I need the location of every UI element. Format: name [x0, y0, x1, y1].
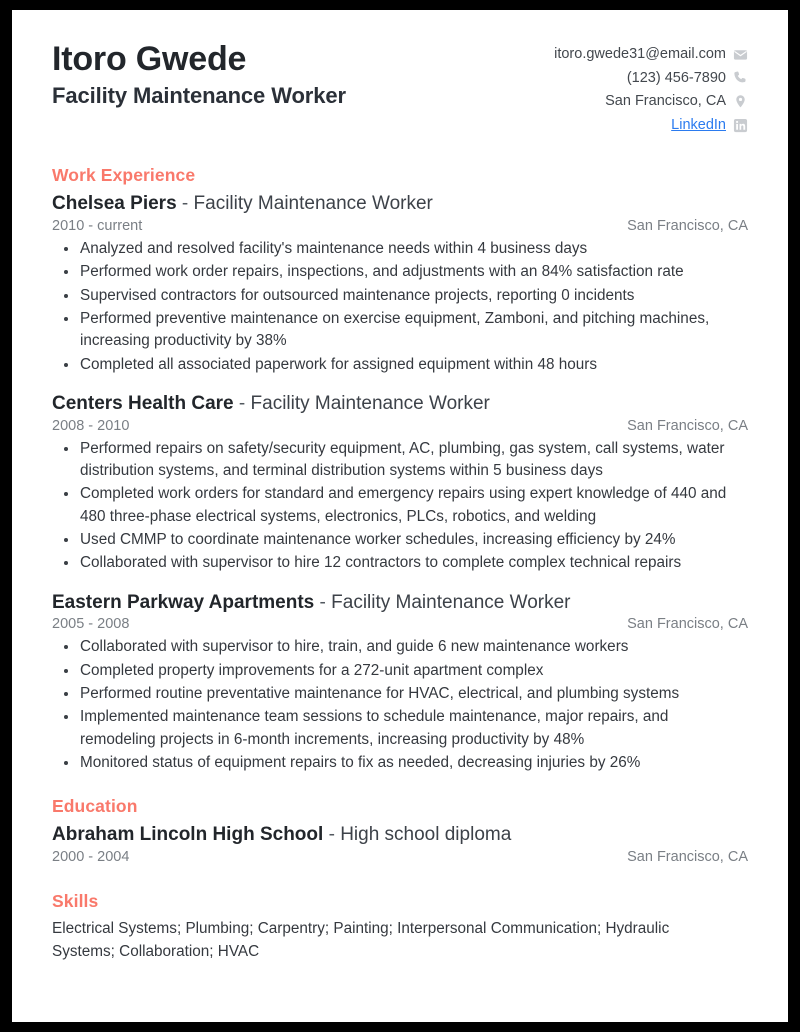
bullet-item: Collaborated with supervisor to hire, train, and guide 6 new maintenance workers	[52, 636, 748, 658]
map-pin-icon	[733, 94, 748, 109]
entry-dates: 2000 - 2004	[52, 848, 130, 865]
entry-separator: -	[319, 591, 326, 613]
entry-dates: 2005 - 2008	[52, 616, 130, 633]
bullet-item: Monitored status of equipment repairs to fix as needed, decreasing injuries by 26%	[52, 752, 748, 774]
experience-entry	[52, 192, 748, 376]
page-title: Itoro Gwede	[52, 40, 247, 78]
bullet-item: Completed all associated paperwork for assigned equipment within 48 hours	[52, 354, 748, 376]
entry-bullets	[52, 438, 748, 575]
identity-block	[52, 38, 346, 109]
headline: Facility Maintenance Worker	[52, 83, 346, 109]
entry-organization: Centers Health Care	[52, 392, 234, 414]
contact-location	[605, 91, 748, 112]
bullet-item: Performed work order repairs, inspections, and adjustments with an 84% satisfaction rate	[52, 261, 748, 283]
entry-organization: Abraham Lincoln High School	[52, 824, 324, 846]
entry-meta	[52, 616, 748, 632]
entry-separator: -	[328, 824, 335, 846]
skills-list: Electrical Systems; Plumbing; Carpentry; Painting; Interpersonal Communication; Hydraulic Systems; Collaboration; HVAC	[52, 919, 670, 960]
contact-linkedin[interactable]	[671, 115, 748, 136]
section-education	[52, 796, 748, 865]
entry-separator: -	[238, 392, 246, 414]
entry-location: San Francisco, CA	[627, 616, 748, 633]
section-skills	[52, 891, 748, 964]
entry-location: San Francisco, CA	[627, 848, 748, 865]
entry-heading	[52, 192, 748, 217]
section-title-work-experience: Work Experience	[52, 165, 196, 186]
bullet-item: Completed work orders for standard and emergency repairs using expert knowledge of 440 and 480 three-phase electrical systems, electronics, PLCs, robotics, and welding	[52, 483, 748, 528]
education-entry	[52, 823, 748, 865]
section-work-experience	[52, 165, 748, 774]
section-title-education: Education	[52, 796, 138, 817]
entry-meta	[52, 418, 748, 434]
bullet-item: Completed property improvements for a 272-unit apartment complex	[52, 660, 748, 682]
entry-meta	[52, 218, 748, 234]
resume-header	[52, 38, 748, 135]
contact-phone	[627, 68, 748, 89]
entry-heading	[52, 823, 748, 848]
bullet-item: Analyzed and resolved facility's maintenance needs within 4 business days	[52, 238, 748, 260]
entry-heading	[52, 591, 748, 616]
entry-separator: -	[181, 193, 189, 215]
contact-phone-text: (123) 456-7890	[626, 69, 726, 86]
envelope-icon	[733, 47, 748, 62]
section-title-skills: Skills	[52, 890, 99, 911]
bullet-item: Implemented maintenance team sessions to schedule maintenance, major repairs, and remodeling projects in 6-month increments, increasing productivity by 48%	[52, 706, 748, 751]
bullet-item: Supervised contractors for outsourced maintenance projects, reporting 0 incidents	[52, 285, 748, 307]
entry-bullets	[52, 238, 748, 376]
bullet-item: Used CMMP to coordinate maintenance worker schedules, increasing efficiency by 24%	[52, 529, 748, 551]
resume-page	[12, 10, 788, 1022]
entry-role: Facility Maintenance Worker	[331, 591, 571, 613]
contact-email	[554, 44, 748, 65]
bullet-item: Performed routine preventative maintenance for HVAC, electrical, and plumbing systems	[52, 683, 748, 705]
phone-icon	[733, 70, 748, 85]
entry-location: San Francisco, CA	[627, 417, 748, 434]
contact-location-text: San Francisco, CA	[605, 93, 726, 110]
entry-location: San Francisco, CA	[627, 218, 748, 234]
contact-block	[554, 38, 748, 135]
linkedin-link[interactable]: LinkedIn	[671, 116, 726, 133]
bullet-item: Performed preventive maintenance on exercise equipment, Zamboni, and pitching machines, increasing productivity by 38%	[52, 308, 748, 353]
entry-organization: Eastern Parkway Apartments	[52, 591, 315, 613]
entry-role: Facility Maintenance Worker	[193, 193, 433, 215]
bullet-item: Performed repairs on safety/security equipment, AC, plumbing, gas system, call systems, water distribution systems, and terminal distribution systems within 5 business days	[52, 438, 748, 483]
entry-dates: 2010 - current	[52, 218, 143, 234]
experience-entry	[52, 591, 748, 775]
entry-meta	[52, 849, 748, 865]
entry-bullets	[52, 636, 748, 774]
linkedin-icon[interactable]	[733, 118, 748, 133]
contact-email-text: itoro.gwede31@email.com	[554, 46, 726, 62]
entry-role: High school diploma	[340, 824, 512, 846]
entry-dates: 2008 - 2010	[52, 417, 130, 434]
entry-organization: Chelsea Piers	[52, 193, 177, 215]
entry-role: Facility Maintenance Worker	[250, 392, 490, 414]
entry-heading	[52, 392, 748, 417]
experience-entry	[52, 392, 748, 575]
bullet-item: Collaborated with supervisor to hire 12 contractors to complete complex technical repairs	[52, 552, 748, 574]
